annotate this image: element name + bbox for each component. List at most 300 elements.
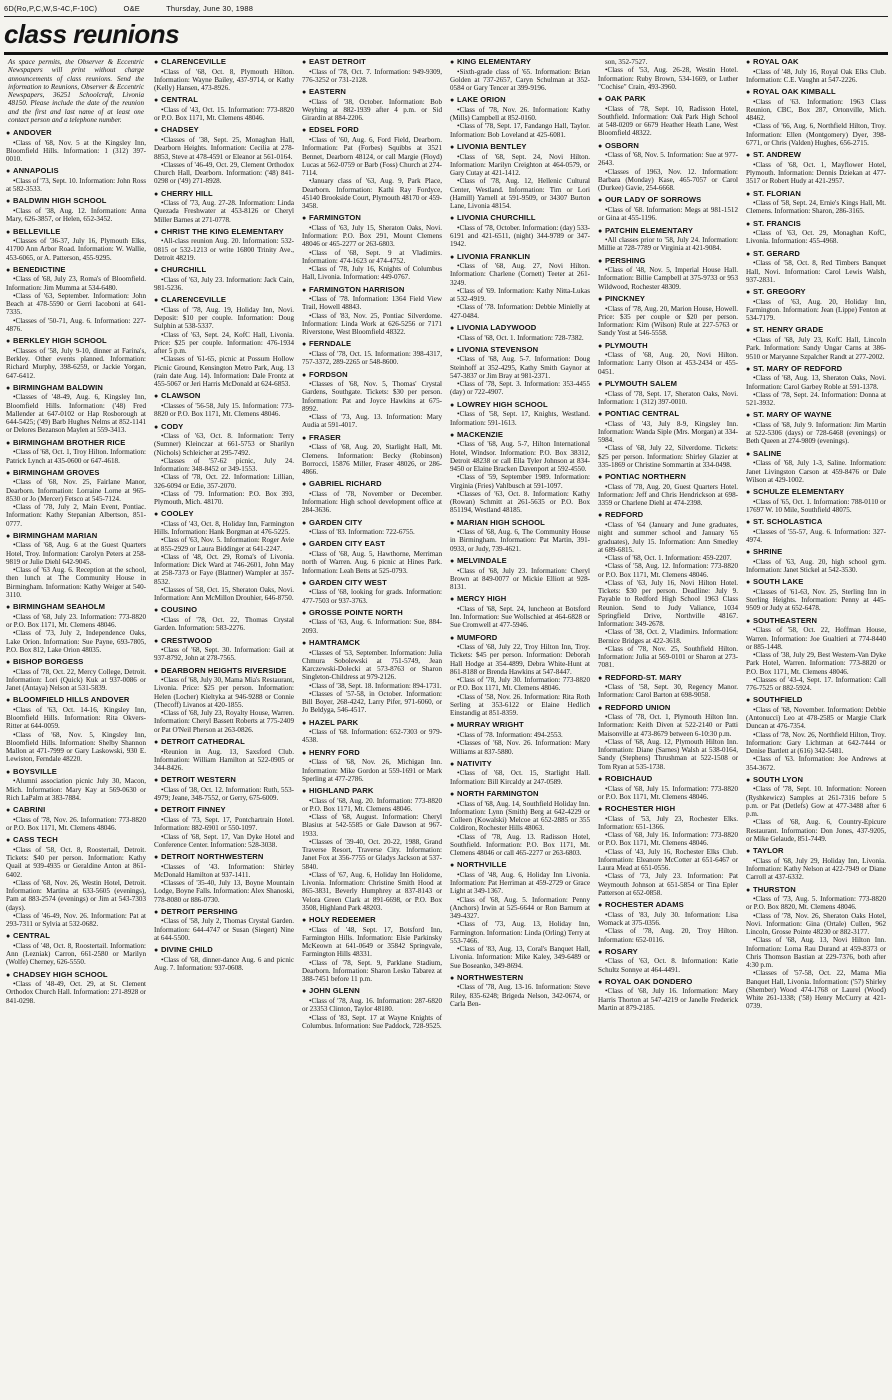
- reunion-detail: • Class of '59, September 1989. Information: Virginia (Fries) Vahlbusch at 591-1097.: [450, 473, 590, 490]
- reunion-detail: • Class of '68, Sept. 9 at Vladimirs. Information: 474-1623 or 474-4752.: [302, 249, 442, 266]
- school-name: [302, 749, 442, 759]
- school-name-text: OUR LADY OF SORROWS: [605, 195, 702, 205]
- bullet-icon: ●: [450, 431, 455, 439]
- school-name-text: ROCHESTER ADAMS: [605, 900, 684, 910]
- reunion-entry: [598, 295, 738, 338]
- reunion-entry: [746, 250, 886, 284]
- reunion-detail: • Class of '63, July 15, Sheraton Oaks, Novi. Information: P.O. Box 291, Mount Clemens 48046 or 465-2277 or 263-6803.: [302, 224, 442, 249]
- reunion-detail: • Class of '73, Aug. 13, Holiday Inn, Farmington. Information: Linda (Orling) Terry at 553-7466.: [450, 920, 590, 945]
- reunion-entry: [450, 634, 590, 718]
- reunion-entry: [154, 228, 294, 262]
- reunion-entry: [154, 392, 294, 418]
- bullet-icon: ●: [746, 59, 751, 66]
- folio-paper: O&E: [123, 4, 140, 13]
- page-folio: [4, 4, 888, 17]
- school-name-text: ST. MARY OF REDFORD: [753, 363, 843, 373]
- bullet-icon: ●: [746, 365, 751, 373]
- reunion-detail: • Classes of '61-65, picnic at Possum Hollow Picnic Ground, Kensington Metro Park, Aug. 13 (rain date Aug. 14). Information: Dale Frontz at 455-5067 or Jeri Harris McDonald at 624-6853.: [154, 355, 294, 388]
- bullet-icon: ●: [746, 848, 751, 856]
- school-name-text: MARIAN HIGH SCHOOL: [457, 517, 545, 527]
- bullet-icon: ●: [302, 519, 307, 527]
- reunion-detail: • Class of '78, Sept. 10, Radisson Hotel, Southfield. Information: Oak Park High School at 548-0209 or 6679 Heather Heath Lane, West Bloomfield 48322.: [598, 105, 738, 138]
- bullet-icon: ●: [746, 190, 751, 198]
- reunion-entry: [598, 805, 738, 897]
- reunion-entry: [746, 886, 886, 1011]
- reunion-entry: [746, 88, 886, 147]
- reunion-detail: • Class of '58, July 2, Thomas Crystal Garden. Information: 644-4747 or Susan (Siegert) Nine at 644-5500.: [154, 917, 294, 942]
- reunion-entry: [598, 380, 738, 406]
- reunion-entry: [746, 518, 886, 544]
- school-name: [6, 932, 146, 942]
- bullet-icon: ●: [598, 197, 603, 205]
- school-name: [302, 58, 442, 68]
- school-name: [6, 696, 146, 706]
- reunion-detail: • Reunion in Aug. 13, Saxsford Club. Information: William Hamilton at 522-0905 or 344-8426.: [154, 748, 294, 773]
- reunion-detail: • Class of '69. Information: Kathy Nitta-Lukas at 532-4919.: [450, 287, 590, 304]
- bullet-icon: ●: [746, 412, 751, 420]
- reunion-entry: [598, 410, 738, 469]
- reunion-detail: • Class of '63, July 23. Information: Jack Cain, 981-5236.: [154, 276, 294, 293]
- reunion-detail: • Class of '79. Information: P.O. Box 393, Plymouth, Mich. 48170.: [154, 490, 294, 507]
- bullet-icon: ●: [6, 697, 11, 705]
- bullet-icon: ●: [154, 947, 159, 955]
- reunion-detail: • Class of '63, Aug. 20, Holiday Inn, Farmington. Information: Jean (Lippe) Fenton at 534-7179.: [746, 298, 886, 323]
- reunion-entry: [154, 510, 294, 602]
- reunion-detail: • Class of '68, Aug. 5. Information: Penny (Anchors) Irwin at 525-6644 or Ron Barnum at 349-4327.: [450, 896, 590, 921]
- reunion-detail: • Class of '68, Nov. 5. Information: Sue at 977-2643.: [598, 151, 738, 168]
- reunion-entry: [6, 532, 146, 599]
- school-name-text: ST. ANDREW: [753, 150, 801, 160]
- school-name-text: ROBICHAUD: [605, 773, 653, 783]
- reunion-entry: [6, 658, 146, 692]
- reunion-detail: • Classes of '50-71, Aug. 6. Information: 227-4876.: [6, 317, 146, 334]
- school-name: [302, 480, 442, 490]
- bullet-icon: ●: [598, 902, 603, 910]
- school-name: [302, 719, 442, 729]
- bullet-icon: ●: [450, 253, 455, 261]
- reunion-entry: [302, 126, 442, 210]
- school-name-text: HAMTRAMCK: [309, 637, 361, 647]
- reunion-detail: • Class of '78, Nov. 26. Information: 773-8820 or P.O. Box 1171, Mt. Clemens 48046.: [6, 816, 146, 833]
- reunion-entry: [746, 411, 886, 445]
- reunion-entry: [598, 511, 738, 669]
- reunion-entry: [302, 540, 442, 574]
- reunion-detail: • Class of '63, Sept. 24, KofC Hall, Livonia. Price: $25 per couple. Information: 476-1934 after 5 p.m.: [154, 331, 294, 356]
- school-name: [746, 88, 886, 98]
- reunion-detail: • Class of '38, Sept. 18. Information: 894-1731.: [302, 682, 442, 690]
- school-name: [154, 126, 294, 136]
- school-name-text: PONTIAC NORTHERN: [605, 472, 686, 482]
- school-name: [746, 518, 886, 528]
- bullet-icon: ●: [598, 380, 603, 388]
- bullet-icon: ●: [746, 450, 751, 458]
- school-name-text: BENEDICTINE: [13, 264, 66, 274]
- bullet-icon: ●: [6, 532, 11, 540]
- school-name-text: BLOOMFIELD HILLS ANDOVER: [13, 695, 130, 705]
- bullet-icon: ●: [302, 89, 307, 97]
- reunion-detail: • Sixth-grade class of '65. Information: Brian Golden at 737-2657, Caryn Schulman at 352-0584 or Gary Tencer at 399-9196.: [450, 68, 590, 93]
- school-name: [598, 196, 738, 206]
- reunion-detail: • Class of '48, Oct. 8, Roostertail. Information: Ann (Lezniak) Carron, 661-2580 or Marilyn (Wolfe) Cherney, 626-5550.: [6, 942, 146, 967]
- bullet-icon: ●: [598, 948, 603, 956]
- reunion-entry: [6, 932, 146, 966]
- school-name: [302, 609, 442, 619]
- reunion-entry: [302, 749, 442, 783]
- reunion-detail: • Class of '58, Oct. 8, Red Timbers Banquet Hall, Novi. Information: Carol Lewis Walsh, 937-2831.: [746, 259, 886, 284]
- bullet-icon: ●: [598, 978, 603, 986]
- reunion-entry: [302, 88, 442, 122]
- school-name: [746, 190, 886, 200]
- school-name-text: ST. GREGORY: [753, 287, 806, 297]
- school-name-text: DETROIT FINNEY: [161, 805, 226, 815]
- bullet-icon: ●: [598, 806, 603, 814]
- school-name-text: BALDWIN HIGH SCHOOL: [13, 196, 107, 206]
- school-name-text: PLYMOUTH SALEM: [605, 378, 677, 388]
- reunion-detail: • Class of '43, Oct. 15. Information: 773-8820 or P.O. Box 1171, Mt. Clemens 48046.: [154, 106, 294, 123]
- reunion-detail: • Class of '68, Nov. 26, Westin Hotel, Detroit. Information: Martina at 633-5605 (evenings), Pam at 883-2574 (evenings) or Jim at 543-7303 (days).: [6, 879, 146, 912]
- reunion-detail: • Class of '38, Oct. 12. Information: Ruth, 553-4979; Jeane, 348-7552, or Gerry, 675-6009.: [154, 786, 294, 803]
- school-name-text: SOUTHEASTERN: [753, 615, 818, 625]
- reunion-detail: • Class of '78, Nov. 25, Southfield Hilton. Information: Julia at 569-0101 or Sharon at 273-7081.: [598, 645, 738, 670]
- school-name-text: CHADSEY HIGH SCHOOL: [13, 969, 108, 979]
- school-name: [450, 143, 590, 153]
- reunion-detail: • Class of '43, Oct. 8, Holiday Inn, Farmington Hills. Information: Hank Borgman at 476-5225.: [154, 520, 294, 537]
- reunion-detail: • Class of '78, Sept. 17, Fandango Hall, Taylor. Information: Bob Loveland at 425-6081.: [450, 122, 590, 139]
- bullet-icon: ●: [450, 215, 455, 223]
- school-name-text: SCHULZE ELEMENTARY: [753, 487, 845, 497]
- reunion-detail: • Classes of '43-4, Sept. 17. Information: Call 776-7525 or 882-5924.: [746, 676, 886, 693]
- school-name-text: BIRMINGHAM BROTHER RICE: [13, 437, 126, 447]
- school-name: [154, 853, 294, 863]
- reunion-entry: [154, 853, 294, 904]
- school-name-text: MACKENZIE: [457, 429, 504, 439]
- reunion-detail: • Class of '78, Aug. 13. Radisson Hotel, Southfield. Information: P.O. Box 1171, Mt. Clemens 48046 or call 465-2277 or 263-6803.: [450, 833, 590, 858]
- reunion-entry: [6, 167, 146, 193]
- bullet-icon: ●: [598, 342, 603, 350]
- bullet-icon: ●: [598, 257, 603, 265]
- bullet-icon: ●: [154, 228, 159, 236]
- school-name-text: CHURCHILL: [161, 265, 207, 275]
- reunion-entry: [450, 595, 590, 629]
- reunion-entry: [302, 519, 442, 537]
- school-name: [154, 606, 294, 616]
- school-name: [302, 286, 442, 296]
- school-name: [450, 790, 590, 800]
- school-name: [154, 296, 294, 306]
- reunion-detail: • Class of '78, Oct. 1, Plymouth Hilton Inn. Information: Keith Diven at 522-2140 or Patti Maisonville at 473-8679 between 6-10:30 p.m.: [598, 713, 738, 738]
- reunion-entry: [598, 473, 738, 507]
- reunion-detail: • Class of '68, Oct. 1. Information: 459-2207.: [598, 554, 738, 562]
- reunion-detail: • Class of '68, July 30, Mama Mia's Restaurant, Livonia. Price: $25 per person. Information: Helen (Locher) Kieltyka at 946-9288 or Connie (Thecoff) Livanos at 420-1855.: [154, 676, 294, 709]
- school-name-text: LIVONIA STEVENSON: [457, 344, 539, 354]
- school-name-text: FRASER: [309, 432, 341, 442]
- bullet-icon: ●: [598, 674, 603, 682]
- school-name: [154, 637, 294, 647]
- reunion-detail: • Class of '78. Information: 1364 Field View Trail, Howell 48843.: [302, 295, 442, 312]
- reunion-entry: [450, 253, 590, 320]
- reunion-detail: • Class of '58, Oct. 22, Hoffman House, Warren. Information: Joe Gualtieri at 774-8440 or 885-1448.: [746, 626, 886, 651]
- reunion-entry: [154, 908, 294, 942]
- school-name: [6, 469, 146, 479]
- reunion-entry: [746, 365, 886, 408]
- reunion-entry: [450, 861, 590, 970]
- reunion-detail: • Class of '83, July 30. Information: Lisa Womack at 375-0356.: [598, 911, 738, 928]
- bullet-icon: ●: [450, 59, 455, 66]
- folio-code: 6D(Ro,P,C,W,S-4C,F-10C): [4, 4, 98, 13]
- reunion-entry: [598, 95, 738, 138]
- school-name-text: MUMFORD: [457, 632, 498, 642]
- reunion-detail: • Class of '68, Aug. 13, Sheraton Oaks, Novi. Information: Carol Garbey Roble at 591-1378.: [746, 374, 886, 391]
- school-name: [302, 787, 442, 797]
- bullet-icon: ●: [598, 474, 603, 482]
- school-name-text: ST. MARY OF WAYNE: [753, 410, 832, 420]
- school-name-text: DETROIT CATHEDRAL: [161, 736, 245, 746]
- school-name-text: ROCHESTER HIGH: [605, 804, 676, 814]
- school-name: [598, 511, 738, 521]
- reunion-detail: • Class of '78, October. Information: (day) 533-6191 and 421-6511, (night) 344-9789 or 347-1942.: [450, 224, 590, 249]
- column-1: [6, 58, 146, 1396]
- school-name-text: SOUTHFIELD: [753, 695, 803, 705]
- reunion-detail: • Class of '68, July 15. Information: 773-8820 or P.O. Box 1171, Mt. Clemens 48046.: [598, 785, 738, 802]
- reunion-entry: [598, 704, 738, 771]
- reunion-detail: • Class of '58, Aug. 12. Information: 773-8820 or P.O. Box 1171, Mt. Clemens 48046.: [598, 562, 738, 579]
- reunion-entry: [746, 578, 886, 612]
- school-name-text: FARMINGTON: [309, 213, 361, 223]
- reunion-entry: [302, 987, 442, 1030]
- reunion-entry: [598, 775, 738, 801]
- reunion-detail: • Classes of '55-57, Aug. 6. Information: 327-4974.: [746, 528, 886, 545]
- school-name-text: OAK PARK: [605, 94, 646, 103]
- school-name: [302, 214, 442, 224]
- bullet-icon: ●: [6, 933, 11, 941]
- bullet-icon: ●: [746, 220, 751, 228]
- school-name: [598, 704, 738, 714]
- school-name: [302, 371, 442, 381]
- reunion-detail: • Class of '68, looking for grads. Information: 477-7503 or 937-3763.: [302, 588, 442, 605]
- school-name-text: GROSSE POINTE NORTH: [309, 607, 403, 617]
- bullet-icon: ●: [6, 384, 11, 392]
- school-name: [154, 190, 294, 200]
- bullet-icon: ●: [6, 971, 11, 979]
- reunion-detail: • Class of '78, Nov. 26. Information: Kathy (Mills) Campbell at 852-0160.: [450, 106, 590, 123]
- reunion-detail: • Class of '78, Oct. 7. Information: 949-9309, 776-3252 or 731-2128.: [302, 68, 442, 85]
- reunion-detail: • Class of '78, Sept. 24. Information: Donna at 521-3932.: [746, 391, 886, 408]
- school-name: [450, 595, 590, 605]
- school-name: [746, 450, 886, 460]
- school-name: [598, 948, 738, 958]
- bullet-icon: ●: [154, 423, 159, 431]
- reunion-detail: • Class of '78, Nov. 26, Sheraton Oaks Hotel, Novi. Information: Gina (Ortale) Cullen, 962 Lincoln, Grosse Pointe 48230 or 882-3177.: [746, 912, 886, 937]
- school-name: [746, 776, 886, 786]
- reunion-detail: • Class of '53, Aug. 26-28, Westin Hotel. Information: Ruby Brown, 534-1669, or Luther "Cochise" Crain, 493-3960.: [598, 66, 738, 91]
- school-name-text: PERSHING: [605, 255, 646, 265]
- reunion-detail: • Class of '67, Aug. 6, Holiday Inn Holidome, Livonia. Information: Christine Smith Hood at 865-3831, Beverly Humphrey at 837-8143 or Velora Green Clark at 891-6698, or P.O. Box 3508, Highland Park 48203.: [302, 871, 442, 912]
- school-name: [302, 916, 442, 926]
- reunion-detail: • Class of '68, July 23, KofC Hall, Lincoln Park. Information: Sandy Ungar Carns at 386-9510 or Maryanne Szpalcher Randt at 277-2002.: [746, 336, 886, 361]
- reunion-entry: [746, 847, 886, 881]
- reunion-detail: • Class of '63, July 16, Novi Hilton Hotel. Tickets: $30 per person. Deadline: July 9. Payable to Redford High School 1963 Class Reunion. Send to Judy Valiance, 1034 Springfield Drive, Northville 48167. Information: 349-2678.: [598, 579, 738, 629]
- reunion-detail: • Class of '78, Oct. 22. Information: Lillian, 326-6094 or Edie, 357-2070.: [154, 473, 294, 490]
- column-2: [154, 58, 294, 1396]
- bullet-icon: ●: [746, 579, 751, 587]
- reunion-entry: [746, 617, 886, 693]
- school-name-text: CABRINI: [13, 805, 46, 815]
- bullet-icon: ●: [6, 439, 11, 447]
- school-name-text: EASTERN: [309, 87, 346, 97]
- reunion-detail: • Class of '68, July 9. Information: Jim Martin at 522-5306 (days) or 728-6468 (evenings) or Beth Queen at 274-9809 (evenings).: [746, 421, 886, 446]
- reunion-detail: • Class of '68, Sept. 24, luncheon at Botsford Inn. Information: Sue Wollschied at 464-6828 or Sue Cromwell at 477-5946.: [450, 605, 590, 630]
- school-name-text: SHRINE: [753, 547, 783, 557]
- school-name-text: NATIVITY: [457, 758, 492, 768]
- reunion-entry: [302, 787, 442, 912]
- reunion-detail: • Class of '63, Oct. 29, Monaghan KofC, Livonia. Information: 455-4968.: [746, 229, 886, 246]
- reunion-entry: [302, 639, 442, 715]
- reunion-entry: [598, 257, 738, 291]
- reunion-detail: • Class of '48, Aug. 6, Holiday Inn Livonia. Information: Pat Herriman at 459-2729 or Grace Light at 349-1367.: [450, 871, 590, 896]
- school-name-text: KING ELEMENTARY: [457, 58, 532, 66]
- bullet-icon: ●: [450, 974, 455, 982]
- reunion-detail: • Class of '68, Aug. 20. Information: 773-8820 or P.O. Box 1171, Mt. Clemens 48046.: [302, 797, 442, 814]
- reunion-detail: • Class of '68. Information: 652-7303 or 979-4538.: [302, 728, 442, 745]
- reunion-entry: [302, 371, 442, 430]
- bullet-icon: ●: [154, 777, 159, 785]
- school-name: [746, 411, 886, 421]
- reunion-entry: [6, 768, 146, 802]
- reunion-entry: [450, 58, 590, 92]
- bullet-icon: ●: [6, 130, 11, 137]
- school-name-text: GARDEN CITY EAST: [309, 539, 386, 549]
- school-name-text: MERCY HIGH: [457, 594, 507, 604]
- reunion-detail: • Class of '68, July 29, Holiday Inn, Livonia. Information: Kathy Nelson at 422-7949 or Diane Carroll at 437-6332.: [746, 857, 886, 882]
- school-name-text: COUSINO: [161, 605, 198, 615]
- school-name-text: DETROIT PERSHING: [161, 906, 238, 916]
- reunion-entry: [154, 776, 294, 802]
- reunion-entry: [598, 978, 738, 1012]
- reunion-entry: [154, 296, 294, 388]
- reunion-columns: [4, 58, 888, 1396]
- reunion-entry: [746, 220, 886, 246]
- school-name: [154, 266, 294, 276]
- reunion-entry: [746, 776, 886, 843]
- reunion-detail: • Class of '48, Oct. 29, Roma's of Livonia. Information: Dick Ward at 746-2601, John May at 258-7373 or Faye (Blattner) Wampler at 357-8532.: [154, 553, 294, 586]
- reunion-entry: [6, 129, 146, 163]
- reunion-detail: • Class of '73, July 2, Independence Oaks, Lake Orion. Information: Sue Payne, 693-7805, P.O. Box 812, Lake Orion 48035.: [6, 629, 146, 654]
- bullet-icon: ●: [450, 324, 455, 332]
- school-name: [6, 337, 146, 347]
- school-name-text: CHRIST THE KING ELEMENTARY: [161, 226, 284, 236]
- bullet-icon: ●: [598, 142, 603, 150]
- reunion-detail: • Class of '66, Aug. 6, Northfield Hilton, Troy. Information: Ellen (Montgomery) Dyer, 398-6771, or Chris (Valden) Hughes, 656-2715.: [746, 122, 886, 147]
- reunion-entry: [154, 423, 294, 507]
- school-name: [450, 431, 590, 441]
- school-name: [450, 58, 590, 68]
- reunion-detail: • Class of '68, July 23, Roma's of Bloomfield. Information: Jim Mumma at 534-6480.: [6, 275, 146, 292]
- reunion-detail: • Class of '68, Aug. 6, The Community House in Birmingham. Information: Pat Martin, 391-0933, or Judy, 739-4621.: [450, 528, 590, 553]
- reunion-detail: • Class of '68, Aug. 13, Novi Hilton Inn. Information: Lorna Rau Durand at 459-8373 or Chris Thomson Bastian at 229-7376, both after 4:30 p.m.: [746, 936, 886, 969]
- reunion-detail: • Class of '78, Aug. 20, Marion House, Howell. Price: $35 per couple or $20 per person. Information: Kim (Wilson) Rule at 227-5763 or Sandy Yost at 546-5558.: [598, 305, 738, 338]
- school-name-text: HIGHLAND PARK: [309, 786, 374, 795]
- bullet-icon: ●: [450, 143, 455, 151]
- school-name: [154, 776, 294, 786]
- reunion-detail: • Class of '46-49, Nov. 26. Information: Pat at 293-7311 or Sylvia at 532-0682.: [6, 912, 146, 929]
- reunion-detail: • Classes of '48-49, Aug. 6, Kingsley Inn, Bloomfield Hills. Information: ('48) Fred Mallender at 647-0102 or Hap Rosborough at 644-5425; ('49) Barb Hughes Nelms at 852-1141 or Delores Bezanson Maylen at 559-3413.: [6, 393, 146, 434]
- school-name-text: PATCHIN ELEMENTARY: [605, 225, 693, 235]
- bullet-icon: ●: [154, 297, 159, 305]
- school-name-text: ST. SCHOLASTICA: [753, 517, 823, 527]
- bullet-icon: ●: [450, 346, 455, 354]
- column-6: [746, 58, 886, 1396]
- bullet-icon: ●: [450, 760, 455, 768]
- reunion-detail: • Class of '78, Nov. 26, Northfield Hilton, Troy. Information: Gary Lichtman at 642-7444 or Denise Bartlett at (616) 342-5481.: [746, 731, 886, 756]
- school-name-text: MURRAY WRIGHT: [457, 720, 524, 730]
- school-name-text: LIVONIA FRANKLIN: [457, 251, 531, 261]
- reunion-entry: [450, 324, 590, 342]
- school-name-text: BIRMINGHAM SEAHOLM: [13, 602, 106, 612]
- reunion-detail: • Class of '63, Oct. 14-16, Kingsley Inn, Bloomfield Hills. Information: Rita Okvers-Ritter at 644-0059.: [6, 706, 146, 731]
- reunion-detail: • Class of '63, Aug. 6. Information: Sue, 884-2093.: [302, 618, 442, 635]
- school-name-text: ST. FRANCIS: [753, 218, 801, 228]
- reunion-entry: [154, 946, 294, 972]
- reunion-detail: • Class of '68, Sept. 17, Van Dyke Hotel and Conference Center. Information: 528-3038.: [154, 833, 294, 850]
- reunion-entry: [302, 916, 442, 983]
- reunion-detail: • Class of '68, July 1-3, Saline. Information: Janet Livingston Carson at 459-8476 or Dale Wilson at 429-1002.: [746, 459, 886, 484]
- school-name: [6, 384, 146, 394]
- school-name: [450, 324, 590, 334]
- bullet-icon: ●: [154, 607, 159, 615]
- reunion-entry: [6, 337, 146, 380]
- school-name: [154, 58, 294, 68]
- reunion-detail: • Class of '68, Sept. 24, Novi Hilton. Information: Marilyn Creighton at 464-0579, or Gary Cutay at 421-1412.: [450, 153, 590, 178]
- bullet-icon: ●: [6, 338, 11, 346]
- school-name-text: SALINE: [753, 448, 782, 458]
- school-name: [450, 634, 590, 644]
- reunion-detail: • All-class reunion Aug. 20. Information: 532-0815 or 532-1213 or write 16800 Trinity Ave., Detroit 48219.: [154, 237, 294, 262]
- reunion-entry: [746, 450, 886, 484]
- school-name-text: REDFORD: [605, 510, 644, 520]
- reunion-detail: • Class of '63, September. Information: John Beach at 478-5590 or Gerri Iacoboni at 641-7335.: [6, 292, 146, 317]
- bullet-icon: ●: [6, 659, 11, 667]
- reunion-detail: • Class of '78, Oct. 22, Thomas Crystal Garden. Information: 583-2276.: [154, 616, 294, 633]
- reunion-detail: • Class of '78, Aug. 19, Holiday Inn, Novi. Deposit: $10 per couple. Information: Doug Sulphin at 538-5337.: [154, 306, 294, 331]
- reunion-detail: • Class of '68, Nov. 26, Michigan Inn. Information: Mike Gordon at 559-1691 or Mark Sperling at 477-2786.: [302, 758, 442, 783]
- school-name-text: REDFORD UNION: [605, 702, 671, 712]
- school-name-text: CHERRY HILL: [161, 188, 213, 198]
- bullet-icon: ●: [154, 637, 159, 645]
- reunion-entry: [154, 266, 294, 292]
- school-name: [302, 434, 442, 444]
- bullet-icon: ●: [598, 227, 603, 235]
- reunion-entry: [746, 696, 886, 772]
- school-name-text: DETROIT WESTERN: [161, 775, 236, 785]
- reunion-detail: • Class of '48-49, Oct. 29, at St. Clement Orthodox Church Hall. Information: 271-8928 or 841-0298.: [6, 980, 146, 1005]
- school-name-text: ST. FLORIAN: [753, 188, 801, 198]
- reunion-detail: • Class of '48, July 16, Royal Oak Elks Club. Information: C.E. Vaughn at 547-2226.: [746, 68, 886, 85]
- school-name: [450, 253, 590, 263]
- reunion-entry: [302, 480, 442, 514]
- column-3: [302, 58, 442, 1396]
- school-name-text: HOLY REDEEMER: [309, 915, 376, 925]
- school-name: [154, 510, 294, 520]
- reunion-detail: • Class of '78, Sept. 3. Information: 353-4455 (day) or 722-4907.: [450, 380, 590, 397]
- school-name-text: CODY: [161, 421, 184, 431]
- reunion-detail: • Class of '73, Aug. 5. Information: 773-8820 or P.O. Box 8820, Mt. Clemens 48046.: [746, 895, 886, 912]
- school-name: [154, 392, 294, 402]
- school-name: [598, 674, 738, 684]
- reunion-detail: • Class of '78, November or December. Information: High school development office at 284-3636.: [302, 490, 442, 515]
- school-name-text: CASS TECH: [13, 835, 58, 845]
- school-name: [598, 257, 738, 267]
- folio-date: Thursday, June 30, 1988: [166, 4, 254, 13]
